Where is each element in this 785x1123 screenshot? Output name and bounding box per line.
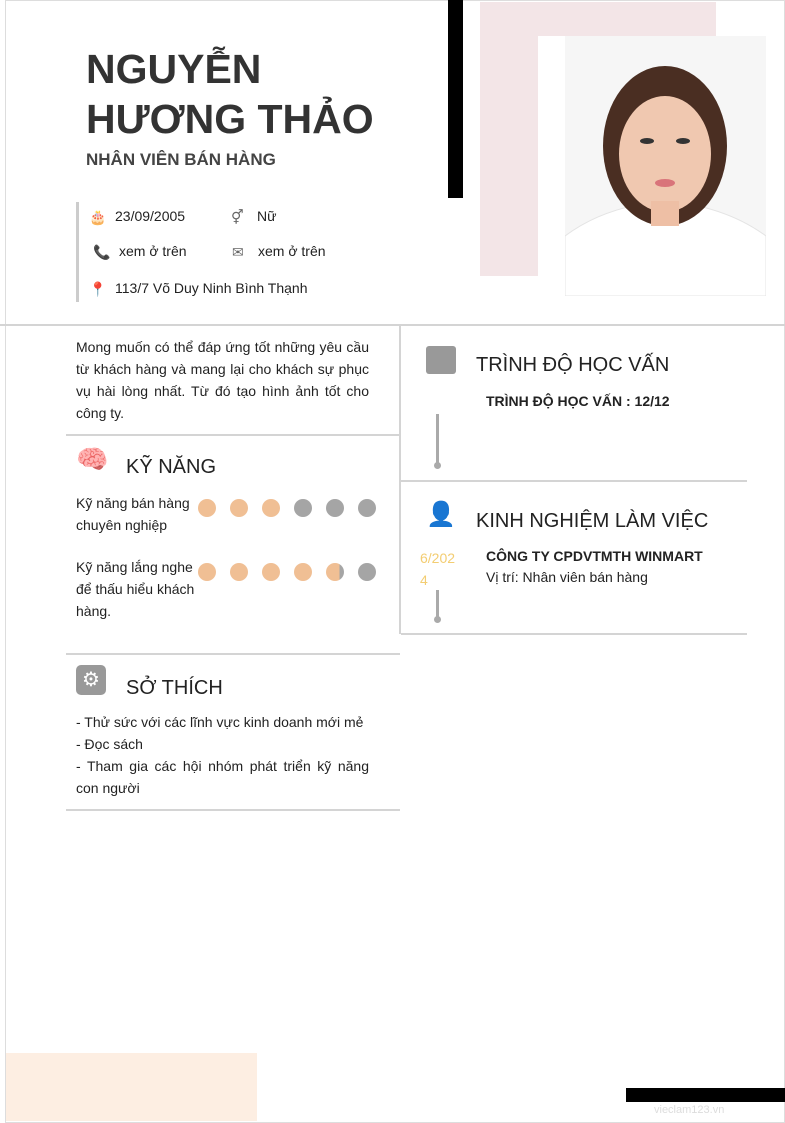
hobby-item: - Đọc sách <box>76 736 143 752</box>
rating-dot <box>198 563 216 581</box>
timeline-dot <box>434 462 441 469</box>
steam-icon: ⚙ <box>76 665 106 695</box>
skills-icon: 🧠 <box>76 444 109 474</box>
address: 113/7 Võ Duy Ninh Bình Thạnh <box>115 280 308 296</box>
decor-bar <box>626 1088 785 1102</box>
rating-dot <box>358 499 376 517</box>
experience-date: 6/2024 <box>420 550 456 588</box>
rating-dot <box>262 499 280 517</box>
birthday-cake-icon: 🎂 <box>89 209 107 225</box>
rating-dot <box>326 499 344 517</box>
hobbies-list <box>76 711 369 799</box>
phone-icon: 📞 <box>93 244 111 260</box>
rating-dot <box>230 499 248 517</box>
experience-section <box>401 482 747 635</box>
hobby-item: - Thử sức với các lĩnh vực kinh doanh mới mẻ <box>76 714 364 730</box>
rating-dot <box>326 563 344 581</box>
hobbies-section <box>66 655 400 811</box>
rating-dot <box>230 563 248 581</box>
skill-name: Kỹ năng lắng nghe để thấu hiểu khách hàng. <box>76 559 195 619</box>
skills-section <box>66 436 400 655</box>
education-title: TRÌNH ĐỘ HỌC VẤN <box>476 354 670 376</box>
education-entry: TRÌNH ĐỘ HỌC VẤN : 12/12 <box>486 393 670 409</box>
profile-photo <box>565 36 766 296</box>
skill-name: Kỹ năng bán hàng chuyên nghiệp <box>76 495 190 533</box>
map-icon: 📍 <box>89 281 107 297</box>
objective-section <box>66 326 400 436</box>
timeline-line <box>436 590 439 618</box>
company-name: CÔNG TY CPDVTMTH WINMART <box>486 548 703 564</box>
rating-dot <box>358 563 376 581</box>
decor-pink <box>480 2 716 36</box>
email: xem ở trên <box>258 243 326 259</box>
gender: Nữ <box>257 208 277 224</box>
timeline-line <box>436 414 439 464</box>
job-title: NHÂN VIÊN BÁN HÀNG <box>86 150 276 169</box>
rating-dot <box>198 499 216 517</box>
gender-icon: ⚥ <box>231 209 244 225</box>
decor-pink <box>480 36 538 276</box>
hobbies-title: SỞ THÍCH <box>126 677 223 699</box>
decor-bar <box>448 0 463 198</box>
candidate-name: NGUYỄN HƯƠNG THẢO <box>86 46 374 142</box>
objective-text: Mong muốn có thể đáp ứng tốt những yêu cầu từ khách hàng và mang lại cho khách sự phục vụ hài lòng nhất. Từ đó tạo hình ảnh tốt cho công ty. <box>76 339 369 421</box>
phone: xem ở trên <box>119 243 187 259</box>
decor-peach <box>6 1053 257 1121</box>
hobby-item: - Tham gia các hội nhóm phát triển kỹ năng con người <box>76 758 369 796</box>
worker-laptop-icon: 👤 <box>426 501 456 528</box>
email-icon: ✉ <box>232 244 244 260</box>
watermark: vieclam123.vn <box>654 1104 725 1116</box>
rating-dot <box>294 499 312 517</box>
briefcase-icon <box>426 346 456 374</box>
rating-dot <box>294 563 312 581</box>
education-section <box>401 326 747 482</box>
personal-info <box>76 202 376 302</box>
birthday: 23/09/2005 <box>115 208 186 224</box>
timeline-dot <box>434 616 441 623</box>
position: Vị trí: Nhân viên bán hàng <box>486 569 648 585</box>
experience-title: KINH NGHIỆM LÀM VIỆC <box>476 510 709 532</box>
skills-title: KỸ NĂNG <box>126 456 217 478</box>
rating-dot <box>262 563 280 581</box>
